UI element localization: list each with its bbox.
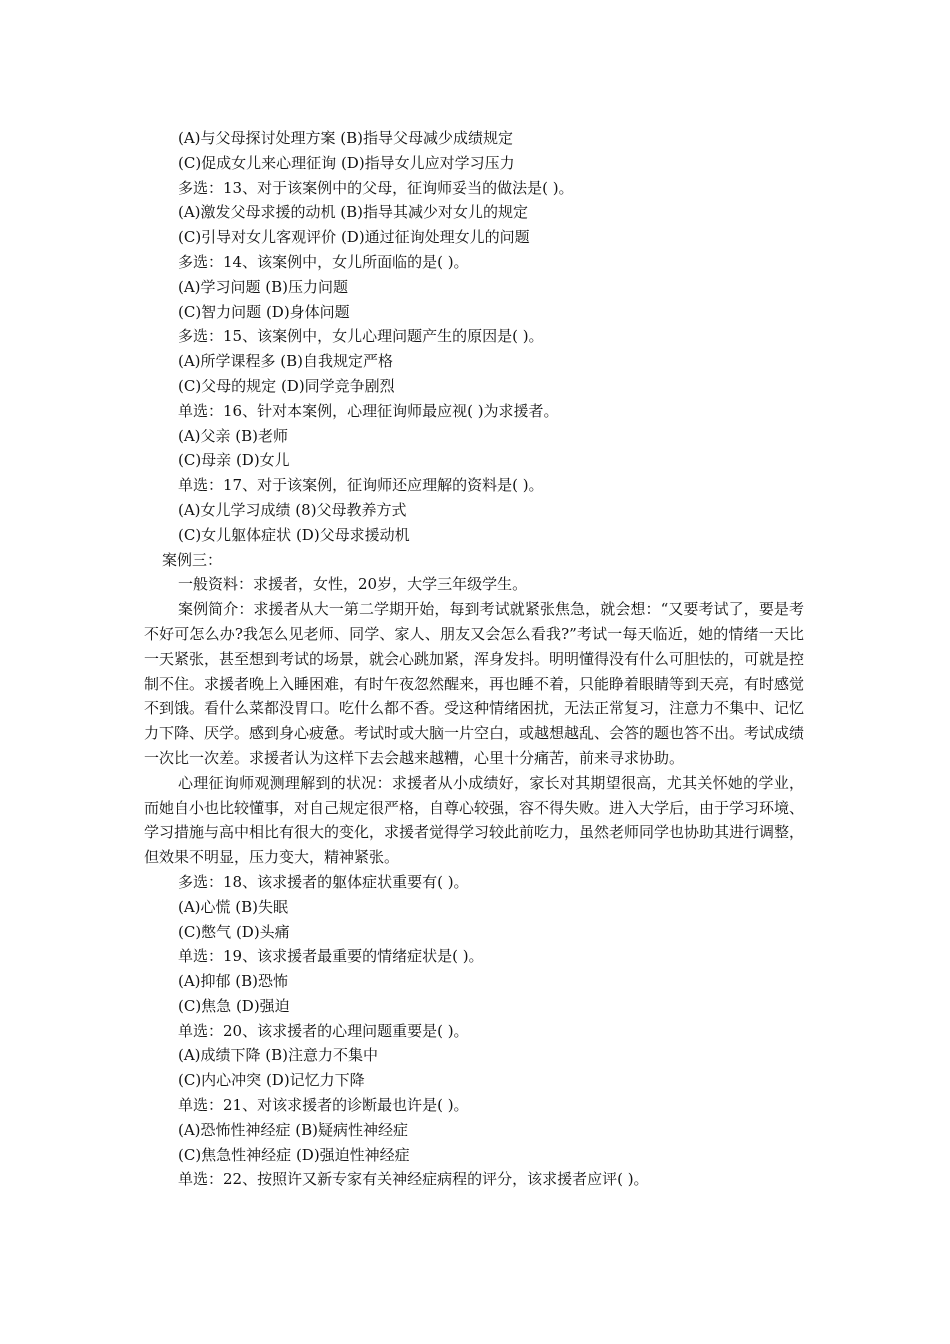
- option-line: (A)激发父母求援的动机 (B)指导其减少对女儿的规定: [178, 203, 529, 222]
- option-line: (C)促成女儿来心理征询 (D)指导女儿应对学习压力: [178, 153, 515, 172]
- question-line: 多选：15、该案例中，女儿心理问题产生的原因是( )。: [178, 327, 544, 346]
- option-line: (A)与父母探讨处理方案 (B)指导父母减少成绩规定: [178, 129, 514, 147]
- option-line: (A)恐怖性神经症 (B)疑病性神经症: [178, 1120, 409, 1139]
- option-line: (A)学习问题 (B)压力问题: [178, 277, 349, 296]
- option-line: (C)憋气 (D)头痛: [178, 922, 290, 941]
- observation-paragraph: 心理征询师观测理解到的状况：求援者从小成绩好，家长对其期望很高，尤其关怀她的学业，而她自小也比较懂事，对自己规定很严格，自尊心较强，容不得失败。进入大学后，由于学习环境、学习措施与高中相比有很大的变化，求援者觉得学习较此前吃力，虽然老师同学也协助其进行调整，但效果不明显，压力变大，精神紧张。: [144, 773, 804, 867]
- question-line: 单选：20、该求援者的心理问题重要是( )。: [178, 1021, 469, 1040]
- option-line: (A)抑郁 (B)恐怖: [178, 972, 289, 991]
- option-line: (A)父亲 (B)老师: [178, 426, 289, 445]
- option-line: (A)女儿学习成绩 (8)父母教养方式: [178, 500, 407, 519]
- document-body: [144, 126, 804, 1192]
- option-line: (C)焦急 (D)强迫: [178, 996, 290, 1015]
- question-line: 多选：13、对于该案例中的父母，征询师妥当的做法是( )。: [178, 178, 574, 197]
- case-summary-paragraph: 案例简介：求援者从大一第二学期开始，每到考试就紧张焦急，就会想：“又要考试了，要是考不好可怎么办?我怎么见老师、同学、家人、朋友又会怎么看我?”考试一每天临近，她的情绪一天比一天紧张，甚至想到考试的场景，就会心跳加紧，浑身发抖。明明懂得没有什么可胆怯的，可就是控制不住。求援者晚上入睡困难，有时午夜忽然醒来，再也睡不着，只能睁着眼睛等到天亮，有时感觉不到饿。看什么菜都没胃口。吃什么都不香。受这种情绪困扰，无法正常复习，注意力不集中、记忆力下降、厌学。感到身心疲惫。考试时或大脑一片空白，或越想越乱、会答的题也答不出。考试成绩一次比一次差。求援者认为这样下去会越来越糟，心里十分痛苦，前来寻求协助。: [144, 600, 804, 767]
- general-info-line: 一般资料：求援者，女性，20岁，大学三年级学生。: [178, 575, 528, 594]
- question-line: 单选：19、该求援者最重要的情绪症状是( )。: [178, 947, 484, 966]
- option-line: (A)成绩下降 (B)注意力不集中: [178, 1046, 379, 1065]
- question-line: 多选：18、该求援者的躯体症状重要有( )。: [178, 872, 469, 891]
- option-line: (A)心慌 (B)失眠: [178, 897, 289, 916]
- question-line: 多选：14、该案例中，女儿所面临的是( )。: [178, 252, 469, 271]
- option-line: (C)父母的规定 (D)同学竞争剧烈: [178, 376, 395, 395]
- option-line: (C)引导对女儿客观评价 (D)通过征询处理女儿的问题: [178, 228, 530, 247]
- option-line: (A)所学课程多 (B)自我规定严格: [178, 352, 394, 371]
- option-line: (C)女儿躯体症状 (D)父母求援动机: [178, 525, 410, 544]
- case-heading: 案例三：: [162, 550, 223, 569]
- question-line: 单选：21、对该求援者的诊断最也许是( )。: [178, 1096, 469, 1115]
- question-line: 单选：16、针对本案例，心理征询师最应视( )为求援者。: [178, 401, 559, 420]
- question-line: 单选：17、对于该案例，征询师还应理解的资料是( )。: [178, 476, 544, 495]
- question-line: 单选：22、按照许又新专家有关神经症病程的评分，该求援者应评( )。: [178, 1170, 649, 1189]
- option-line: (C)智力问题 (D)身体问题: [178, 302, 350, 321]
- option-line: (C)母亲 (D)女儿: [178, 451, 290, 470]
- option-line: (C)内心冲突 (D)记忆力下降: [178, 1071, 365, 1090]
- option-line: (C)焦急性神经症 (D)强迫性神经症: [178, 1145, 410, 1164]
